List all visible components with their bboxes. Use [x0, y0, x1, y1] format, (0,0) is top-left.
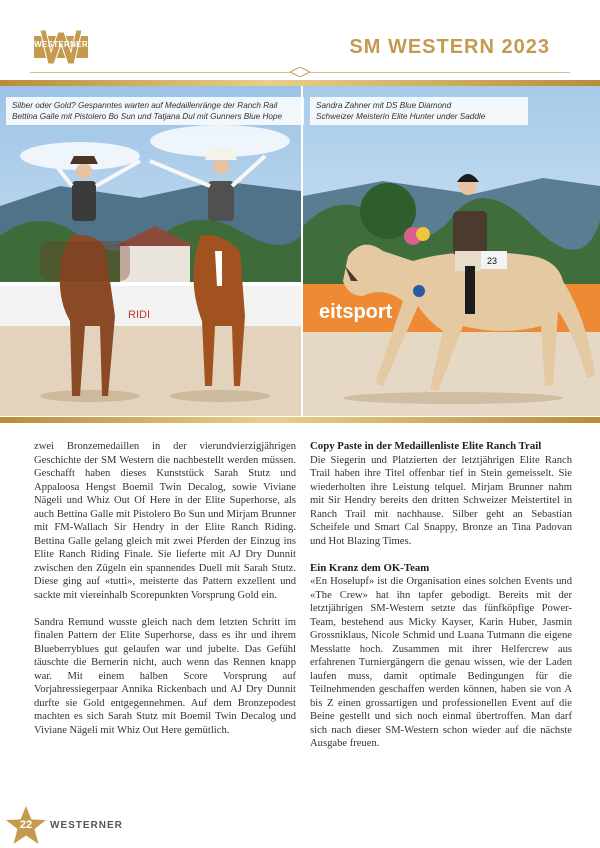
gold-band-bottom — [0, 417, 600, 423]
footer-brand: WESTERNER — [50, 820, 123, 831]
page-header-title: SM WESTERN 2023 — [349, 36, 550, 58]
caption-left-line1: Silber oder Gold? Gespanntes warten auf Medaillenränge der Ranch Rail — [12, 101, 278, 110]
left-banner-text: RIDI — [128, 309, 150, 321]
caption-right-line1: Sandra Zahner mit DS Blue Diamond — [316, 101, 452, 110]
number-tag: 23 — [487, 256, 498, 266]
caption-left — [6, 97, 304, 125]
article-column-right — [310, 440, 572, 764]
photo-hunter-under-saddle — [303, 86, 600, 416]
caption-right — [310, 97, 528, 125]
article-column-left — [34, 440, 296, 751]
paragraph: Die Siegerin und Platzierten der letztjährigen Elite Ranch Trail haben ihre Titel offenbar tief in Stein gemeisselt. Sie wiederholten ihre Leistung telquel. Mirjam Brunner nahm mit Sir Hendry bereits den dritten Schweizer Meistertitel in Ranch Trail mit nachhause. Silber geht an Sebastian Scheifele und Smart Cal Snappy, Bronze an Tina Padovan und Hot Blazing Times. — [310, 454, 572, 547]
paragraph: «En Hoselupf» ist die Organisation eines solchen Events und «The Crew» hat ihn tapfer gebodigt. Bereits mit der letztjährigen SM-Western setzte das fünfköpfige Power-Team, bestehend aus Micky Kayser, Karin Huber, Jasmin Grossniklaus, Nicole Schmid und Luana Tutmann die eigene Messlatte hoch. Zusammen mit ihrer Helfercrew aus erfahrenen Turniergängern die genau wissen, wie der Laden laufen muss, damit optimale Bedingungen für die Teilnehmenden geschaffen werden können, haben sie von A bis Z einen grossartigen und professionellen Event auf die Beine gestellt und sich noch einmal übertroffen. Man darf sich nach dieser SM-Western schon wieder auf die nächste Ausgabe freuen. — [310, 576, 572, 749]
logo-text: WESTERNER — [34, 40, 88, 49]
subheading-ok-team: Ein Kranz dem OK-Team — [310, 561, 430, 574]
paragraph: zwei Bronzemedaillen in der vierundvierzigjährigen Geschichte der SM Western die nachbestellt werden müssen. Geschafft haben dieses Kunststück Sarah Stutz und Appaloosa Hengst Boemil Twin Decalog, sowie Viviane Nägeli und Whiz Out Of Here in der Elite Superhorse, als auch Bettina Galle mit Pistolero Bo Sun und Mirjam Brunner mit FM-Wallach Sir Hendry in der Elite Ranch Riding. Bettina Galle gelang gleich mit zwei Pferden der Einzug ins Elite Ranch Riding Finale. Sie lieferte mit AJ Dry Dunnit zwischen den Zügeln ein spannendes Duell mit Sarah Stutz. Diese ging auf «tutti», meisterte das Pattern exzellent und sackte mit viereinhalb Scorepunkten Vorsprung Gold ein. — [34, 441, 296, 601]
page-number: 22 — [19, 819, 33, 831]
caption-right-line2: Schweizer Meisterin Elite Hunter under Saddle — [316, 112, 486, 121]
subheading-ranch-trail: Copy Paste in der Medaillenliste Elite Ranch Trail — [310, 440, 542, 452]
right-banner-text: eitsport — [319, 301, 393, 323]
photo-ranch-rail — [0, 86, 301, 416]
ornament-icon — [290, 67, 310, 77]
caption-left-line2: Bettina Galle mit Pistolero Bo Sun und Tatjana Dul mit Gunners Blue Hope — [12, 112, 283, 121]
paragraph: Sandra Remund wusste gleich nach dem letzten Schritt im finalen Pattern der Elite Superhorse, dass es ihr und ihrem Blueberryblues gut gelaufen war und jubelte. Das Gefühl täuschte die Bernerin nicht, auch wenn das Rennen knapp war. Mit einem halben Score Vorsprung auf Vorjahressiegerpaar Annika Rickenbach und AJ Dry Dunnit durfte sie Gold entgegennehmen. Auf dem Bronzepodest machten es sich Sarah Stutz mit Boemil Twin Decalog und Viviane Nägeli mit Whiz Out Here gemütlich. — [34, 616, 296, 736]
